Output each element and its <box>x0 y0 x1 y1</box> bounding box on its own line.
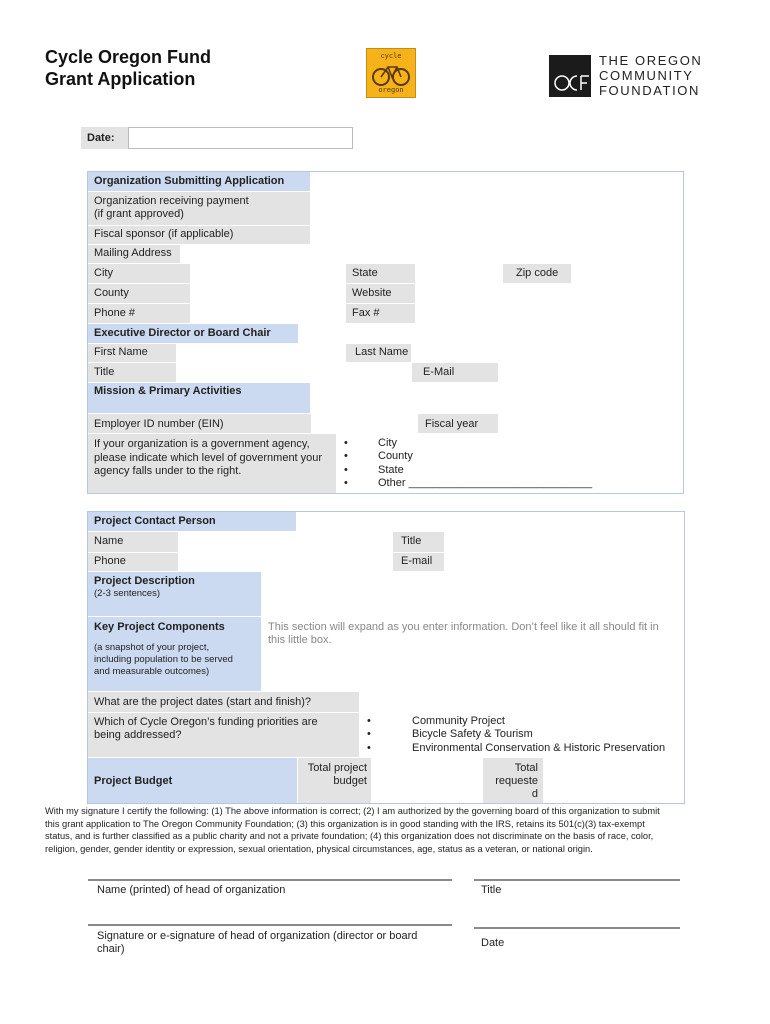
contact-title-input[interactable] <box>444 532 684 552</box>
county-label: County <box>94 287 129 299</box>
exec-director-label: Executive Director or Board Chair <box>94 327 271 339</box>
exec-director-label-cell <box>88 324 298 343</box>
priority-bicycle-safety[interactable]: Bicycle Safety & Tourism <box>412 728 533 740</box>
project-dates-input[interactable] <box>360 692 684 712</box>
ocf-logo <box>549 53 709 103</box>
cycle-logo-bottom-text: oregon <box>378 86 404 94</box>
fiscal-sponsor-label-cell <box>88 226 310 244</box>
project-description-hint: (2-3 sentences) <box>94 588 161 599</box>
title-line-2: Grant Application <box>45 69 196 89</box>
total-budget-label-1: Total project <box>307 762 367 774</box>
contact-name-input[interactable] <box>178 532 393 552</box>
signature-title-label: Title <box>481 884 502 896</box>
gov-agency-options <box>337 434 683 493</box>
last-name-input[interactable] <box>411 344 683 362</box>
city-label: City <box>94 267 113 279</box>
exec-title-input[interactable] <box>176 363 412 382</box>
certification-text: With my signature I certify the following: (1) The above information is correct; (2) I am authorized by the governing board of this organization to submit this grant application to The Oregon Community Foundation; (3) this organization is in good standing with the IRS, retains its 501(c)(3) tax-exempt status, and is further classified as a public charity and not a private foundation; (4) this organization does not discriminate on the basis of race, color, religion, gender, gender identity or expression, sexual orientation, physical circumstances, age, status as a veteran, or national origin. <box>45 806 660 854</box>
title-line-1: Cycle Oregon Fund <box>45 47 212 67</box>
name-printed-label: Name (printed) of head of organization <box>97 884 286 896</box>
total-budget-input[interactable] <box>372 758 482 803</box>
project-dates-label-cell <box>88 692 359 712</box>
date-label: Date: <box>87 132 115 144</box>
gov-option-bullet-1: • <box>344 437 348 449</box>
key-components-label: Key Project Components <box>94 621 225 633</box>
fiscal-sponsor-input[interactable] <box>311 226 683 244</box>
contact-person-input[interactable] <box>297 512 684 531</box>
mailing-address-input[interactable] <box>180 245 683 263</box>
org-receiving-label-cell <box>88 192 310 225</box>
project-budget-label: Project Budget <box>94 775 173 787</box>
gov-option-bullet-3: • <box>344 464 348 476</box>
last-name-label: Last Name <box>355 346 409 358</box>
fax-input[interactable] <box>415 304 683 323</box>
priority-environment[interactable]: Environmental Conservation & Historic Preservation <box>412 742 666 754</box>
contact-name-label: Name <box>94 535 124 547</box>
mission-label: Mission & Primary Activities <box>94 385 242 397</box>
ein-input[interactable] <box>311 414 418 433</box>
county-input[interactable] <box>190 284 346 303</box>
ocf-mark-icon <box>549 55 591 97</box>
gov-option-other[interactable]: Other ______________________________ <box>378 477 593 489</box>
fiscal-year-label: Fiscal year <box>425 418 479 430</box>
priority-bullet-2: • <box>367 728 371 740</box>
org-submitting-label: Organization Submitting Application <box>94 175 285 187</box>
phone-label: Phone # <box>94 307 135 319</box>
zip-input[interactable] <box>571 264 683 283</box>
contact-title-label: Title <box>401 535 422 547</box>
ocf-logo-text: THE OREGON COMMUNITY FOUNDATION <box>599 53 703 98</box>
org-submitting-input[interactable] <box>311 172 683 191</box>
state-input[interactable] <box>415 264 503 283</box>
contact-email-input[interactable] <box>444 553 684 571</box>
date-label-cell <box>81 127 128 149</box>
gov-option-bullet-2: • <box>344 450 348 462</box>
contact-person-label: Project Contact Person <box>94 515 216 527</box>
mailing-address-label: Mailing Address <box>94 247 172 259</box>
project-description-label-cell <box>88 572 261 616</box>
priority-options <box>360 713 684 757</box>
gov-option-county[interactable]: County <box>378 450 413 462</box>
priority-bullet-3: • <box>367 742 371 754</box>
project-description-label: Project Description <box>94 575 195 587</box>
signature-label-2: chair) <box>97 943 125 955</box>
fiscal-year-input[interactable] <box>498 414 683 433</box>
website-input[interactable] <box>415 284 683 303</box>
total-requested-label-cell <box>483 758 543 803</box>
gov-agency-label-cell <box>88 434 336 493</box>
gov-option-bullet-4: • <box>344 477 348 489</box>
priority-bullet-1: • <box>367 715 371 727</box>
project-budget-label-cell <box>88 758 297 803</box>
priorities-text-1: Which of Cycle Oregon’s funding priorities are <box>94 716 318 728</box>
project-description-input[interactable] <box>262 572 684 616</box>
exec-director-input[interactable] <box>298 324 683 343</box>
key-components-label-cell <box>88 617 261 691</box>
expand-note-1: This section will expand as you enter information. Don’t feel like it all should fit in <box>268 621 659 633</box>
gov-option-state[interactable]: State <box>378 464 404 476</box>
priorities-label-cell <box>88 713 359 757</box>
name-printed-input[interactable] <box>88 881 452 921</box>
fax-label: Fax # <box>352 307 380 319</box>
contact-person-label-cell <box>88 512 296 531</box>
ein-label: Employer ID number (EIN) <box>94 418 224 430</box>
total-requested-input[interactable] <box>544 758 684 803</box>
expand-note-2: this little box. <box>268 634 332 646</box>
key-components-hint-1: (a snapshot of your project, <box>94 642 210 653</box>
cycle-oregon-logo <box>366 48 416 98</box>
org-receiving-label-2: (if grant approved) <box>94 208 184 220</box>
signature-input[interactable] <box>88 926 452 966</box>
total-requested-label-3: d <box>531 788 538 800</box>
exec-title-label: Title <box>94 366 115 378</box>
total-budget-label-2: budget <box>333 775 367 787</box>
fiscal-sponsor-label: Fiscal sponsor (if applicable) <box>94 228 234 240</box>
contact-email-label: E-mail <box>401 555 433 567</box>
state-label: State <box>352 267 378 279</box>
cycle-logo-top-text: cycle <box>380 52 402 60</box>
signature-date-label: Date <box>481 937 505 949</box>
priorities-text-2: being addressed? <box>94 729 182 741</box>
gov-option-city[interactable]: City <box>378 437 397 449</box>
org-receiving-input[interactable] <box>311 192 683 225</box>
website-label: Website <box>352 287 392 299</box>
gov-agency-text-1: If your organization is a government agency, <box>94 438 310 450</box>
key-components-hint-2: including population to be served <box>94 654 233 665</box>
first-name-label: First Name <box>94 346 148 358</box>
total-requested-label-2: requeste <box>495 775 538 787</box>
org-submitting-label-cell <box>88 172 310 191</box>
exec-email-label: E-Mail <box>423 366 455 378</box>
zip-label: Zip code <box>516 267 559 279</box>
total-requested-label-1: Total <box>514 762 538 774</box>
project-dates-label: What are the project dates (start and finish)? <box>94 696 312 708</box>
mission-label-cell <box>88 383 310 413</box>
signature-title-input[interactable] <box>474 881 680 921</box>
gov-agency-text-3: agency falls under to the right. <box>94 465 242 477</box>
contact-phone-label: Phone <box>94 555 126 567</box>
city-input[interactable] <box>190 264 346 283</box>
gov-agency-text-2: please indicate which level of government your <box>94 452 323 464</box>
key-components-hint-3: and measurable outcomes) <box>94 666 210 677</box>
priority-community[interactable]: Community Project <box>412 715 505 727</box>
exec-email-input[interactable] <box>498 363 683 382</box>
org-receiving-label-1: Organization receiving payment <box>94 195 249 207</box>
phone-input[interactable] <box>190 304 346 323</box>
key-components-input[interactable] <box>262 617 684 691</box>
total-budget-label-cell <box>298 758 371 803</box>
first-name-input[interactable] <box>176 344 346 362</box>
signature-date-input[interactable] <box>474 929 680 965</box>
page-title <box>45 46 211 90</box>
mission-input[interactable] <box>311 383 683 413</box>
contact-phone-input[interactable] <box>178 553 393 571</box>
signature-label-1: Signature or e-signature of head of organization (director or board <box>97 930 418 942</box>
date-input[interactable] <box>128 127 353 149</box>
